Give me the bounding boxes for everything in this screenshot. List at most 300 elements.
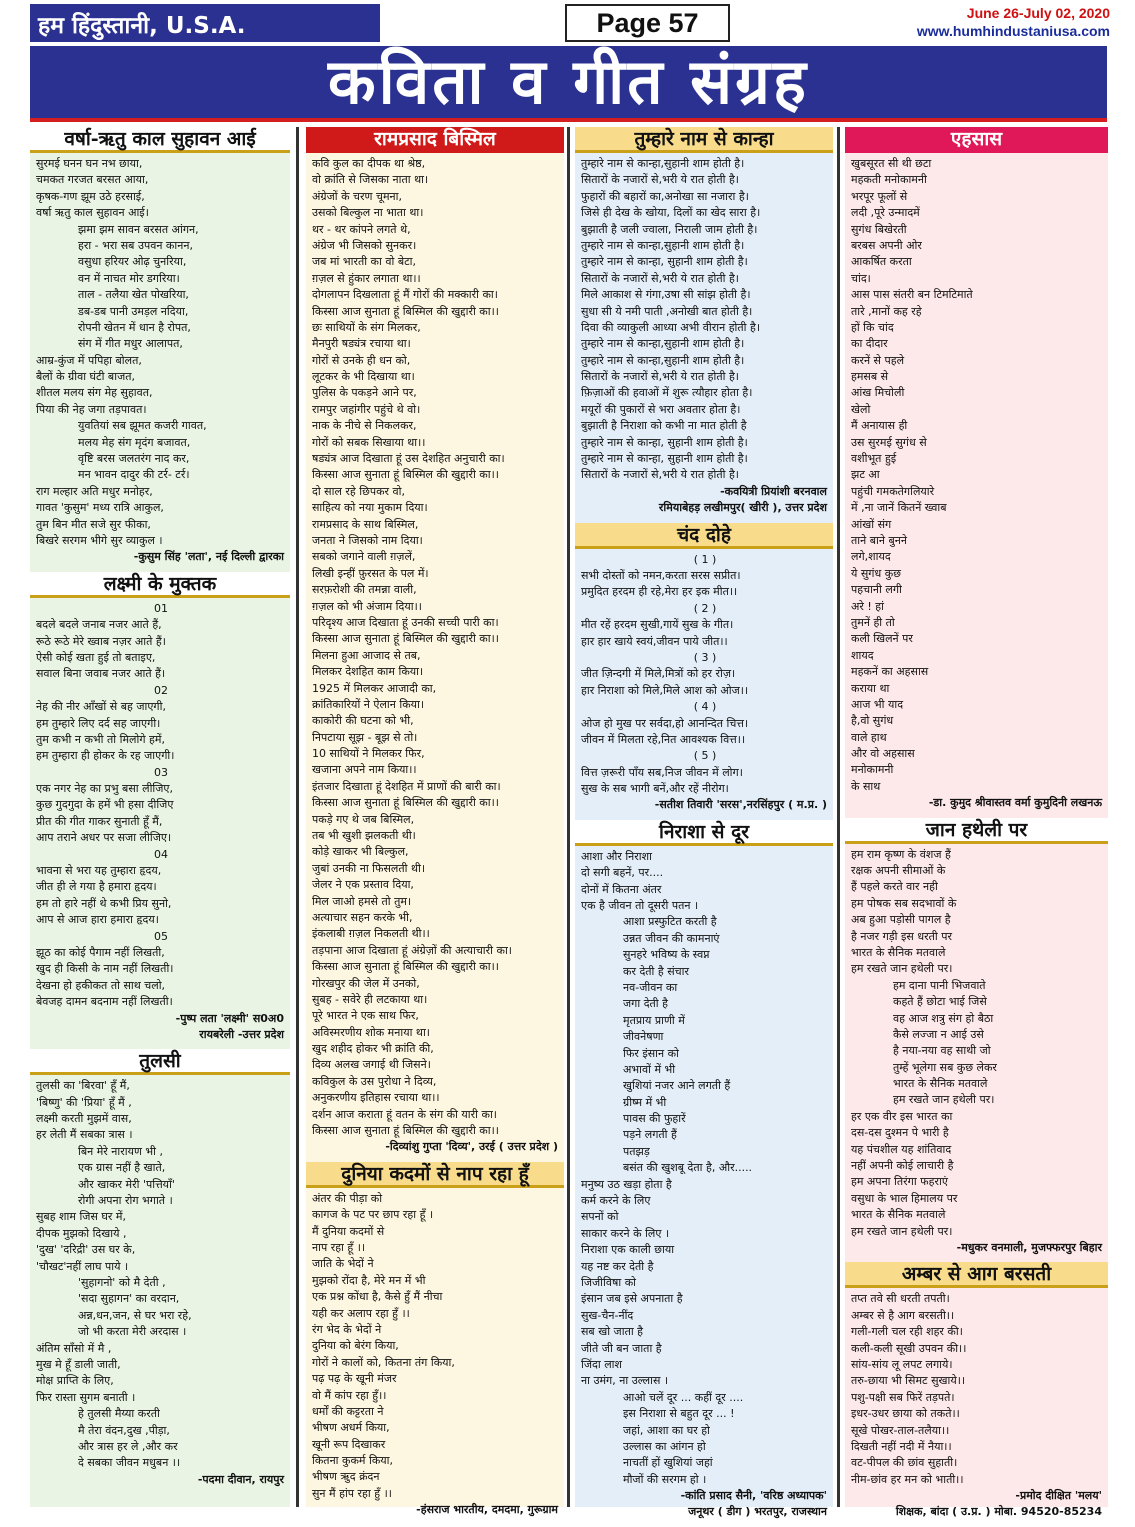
poem-line: 10 साथियों ने मिलकर फिर, <box>312 747 425 761</box>
poem-line: कोड़े खाकर भी बिल्कुल, <box>312 845 409 859</box>
poem-line: तुमनें ही तो <box>851 615 895 629</box>
poem-line: आप तराने अधर पर सजा लीजिए। <box>36 831 172 845</box>
poem-line: आओ चलें दूर ... कहीं दूर .... <box>623 1390 744 1404</box>
poem-line: मिलना हुआ आजाद से तब, <box>312 648 421 662</box>
poem-block <box>30 1049 290 1494</box>
poem-line: अनुकरणीय इतिहास रचाया था।। <box>312 1091 440 1105</box>
poem-author-place: रमियाबेहड़ लखीमपुर( खीरी ), उत्तर प्रदेश <box>658 501 827 515</box>
page-header <box>30 4 1110 44</box>
poem-line: मिले आकाश से गंगा,उषा सी सांझ होती है। <box>581 288 751 302</box>
poem-author: -कुसुम सिंह 'लता', नई दिल्ली द्वारका <box>133 550 284 564</box>
poem-line: नाप रहा हूँ ।। <box>312 1241 366 1254</box>
poem-line: मनोकामनी <box>851 763 894 777</box>
poem-line: सुधा सी ये नमी पाती ,अनोखी बात होती है। <box>581 304 753 318</box>
poem-line: ये सुगंध कुछ <box>851 566 901 580</box>
poem-line: है नया-नया वह साथी जो <box>893 1044 991 1058</box>
poem-line: वित्त ज़रूरी पाँय सब,निज जीवन में लोग। <box>581 765 743 779</box>
spacer <box>845 1521 1108 1527</box>
poem-author: -कांति प्रसाद सैनी, 'वरिष्ठ अध्यापक' <box>680 1489 827 1503</box>
poem-line: तुम्हारे नाम से कान्हा, सुहानी शाम होती है। <box>581 255 748 269</box>
poem-line: तुम्हारे नाम से कान्हा, सुहानी शाम होती है। <box>581 435 748 449</box>
poem-title: निराशा से दूर <box>575 820 833 846</box>
section-banner: कविता व गीत संग्रह <box>30 46 1107 122</box>
poem-title: तुम्हारे नाम से कान्हा <box>575 127 833 153</box>
poem-line: दोनों में कितना अंतर <box>581 882 662 896</box>
poem-line: तुम्हारे नाम से कान्हा,सुहानी शाम होती है। <box>581 337 745 351</box>
poem-line: लूटकर के भी दिखाया था। <box>312 370 415 384</box>
poem-line: रामप्रसाद के साथ बिस्मिल, <box>312 517 419 531</box>
poem-line: 01 <box>154 601 168 615</box>
poem-line: हम पोषक सब सदभावों के <box>851 896 957 910</box>
poem-line: जिसे ही देख के खोया, दिलों का खेद सारा है। <box>581 206 761 220</box>
poem-line: डब-डब पानी उमड़ल नदिया, <box>78 304 189 318</box>
poem-line: वसुधा के भाल हिमालय पर <box>851 1191 958 1205</box>
poem-line: रोगी अपना रोग भगाते । <box>78 1194 173 1208</box>
poem-line: ( 1 ) <box>693 552 717 566</box>
poem-line: शीतल मलय संग मेह सुहावत, <box>36 386 153 400</box>
poem-line: चमकत गरजत बरसत आया, <box>36 173 149 187</box>
poem-line: ओज हो मुख पर सर्वदा,हो आनन्दित चित्त। <box>581 716 749 730</box>
poem-line: पुलिस के पकड़ने आने पर, <box>312 386 417 400</box>
poem-title: चंद दोहे <box>575 523 833 549</box>
poem-line: गावत 'कुसुम' मध्य रात्रि आकुल, <box>36 501 164 515</box>
poem-line: पशु-पक्षी सब फिरें तड़पते। <box>851 1390 955 1404</box>
poem-line: आज भी याद <box>851 697 904 711</box>
poem-line: तुम्हारे नाम से कान्हा,सुहानी शाम होती है। <box>581 157 745 170</box>
poem-line: मृतप्राय प्राणी में <box>623 1013 685 1027</box>
poem-line: परिदृश्य आज दिखाता हूं उनकी सच्ची पारी का। <box>312 615 499 629</box>
poem-line: में ,ना जानें कितनें ख्वाब <box>851 501 947 515</box>
poem-line: नव-जीवन का <box>623 980 678 994</box>
poem-line: लक्ष्मी करती मुझमें वास, <box>36 1112 132 1126</box>
poem-line: सुबह शाम जिस घर में, <box>36 1210 126 1224</box>
poem-line: दिवा की व्याकुली आध्या अभी वीरान होती है। <box>581 320 761 334</box>
poem-line: हों कि चांद <box>851 320 894 334</box>
poem-line: हम दाना पानी भिजवाते <box>893 978 986 992</box>
poem-line: देखना हो हकीकत तो साथ चलो, <box>36 978 166 992</box>
poem-line: अब हुआ पड़ोसी पागल है <box>851 913 951 927</box>
poem-line: झमा झम सावन बरसत आंगन, <box>78 222 199 236</box>
poem-line: अत्याचार सहन करके भी, <box>312 910 413 924</box>
poem-line: हम तुम्हारे लिए दर्द सह जाएगी। <box>36 716 161 730</box>
poem-line: हम रखते जान हथेली पर। <box>893 1093 995 1107</box>
poem-line: एक प्रश्न कोंधा है, कैसे हुँ मैं नीचा <box>312 1290 443 1304</box>
poem-line: पड़ने लगती हैं <box>623 1128 677 1142</box>
website-link[interactable]: www.humhindustaniusa.com <box>916 23 1110 39</box>
poem-line: दे सबका जीवन मधुबन ।। <box>78 1456 181 1470</box>
poem-line: सितारों के नजारों से,भरी ये रात होती है। <box>581 173 739 187</box>
poem-line: जीवनेषणा <box>623 1030 664 1044</box>
poem-line: थर - थर कांपने लगते थे, <box>312 222 411 236</box>
poem-line: के साथ <box>851 779 881 793</box>
poem-line: मीत रहें हरदम सुखी,गायें सुख के गीत। <box>581 618 734 632</box>
poem-line: ग्रीष्म में भी <box>623 1095 667 1109</box>
poem-line: 02 <box>154 683 168 697</box>
poem-author: -मधुकर वनमाली, मुजफ्फरपुर बिहार <box>956 1241 1102 1254</box>
poem-line: जीत ज़िन्दगी में मिले,मित्रों को हर रोज़। <box>581 667 736 681</box>
poem-line: काकोरी की घटना को भी, <box>312 714 414 728</box>
poem-line: बसंत की खुशबू देता है, और..... <box>623 1161 753 1175</box>
poem-line: पावस की फुहारें <box>623 1112 686 1126</box>
poem-line: ना उमंग, ना उल्लास । <box>581 1374 669 1388</box>
poem-block <box>845 127 1108 818</box>
poem-line: हम राम कृष्ण के वंशज हैं <box>851 847 951 861</box>
poem-line: मन भावन दादुर की टर्र- टर्र। <box>78 468 190 482</box>
poem-line: हैं पहले करते वार नही <box>851 880 938 894</box>
poem-title: लक्ष्मी के मुक्तक <box>30 572 290 598</box>
poem-line: आम्र-कुंज में पपिहा बोलत, <box>36 353 142 367</box>
poem-title: दुनिया कदमों से नाप रहा हूँ <box>306 1162 564 1188</box>
poem-line: कर देती है संचार <box>623 964 690 978</box>
poem-author: -हंसराज भारतीय, दमदमा, गुरूग्राम <box>416 1503 558 1517</box>
poem-line: सुख-चैन-नींद <box>581 1308 634 1322</box>
poem-line: है नजर गड़ी इस धरती पर <box>851 929 952 943</box>
poem-line: जुबां उनकी ना फिसलती थी। <box>312 861 426 875</box>
poem-line: किस्सा आज सुनाता हूं बिस्मिल की खुद्दारी का।। <box>312 468 499 482</box>
poem-line: महकनें का अहसास <box>851 665 929 679</box>
poem-line: प्रीत की गीत गाकर सुनाती हूँ मैं, <box>36 814 163 828</box>
poem-line: तरु-छाया भी सिमट सुखाये।। <box>851 1374 966 1388</box>
poem-line: वन में नाचत मोर डगरिया। <box>78 271 180 285</box>
poem-line: 'दुख' 'दरिद्री' उस घर के, <box>36 1243 136 1257</box>
poem-line: झट आ <box>851 468 880 482</box>
poem-block <box>575 523 833 820</box>
poem-line: आप से आज हारा हमारा हृदय। <box>36 913 159 927</box>
poem-line: सितारों के नजारों से,भरी ये रात होती है। <box>581 370 739 384</box>
poem-line: मिलकर देशहित काम किया। <box>312 665 424 679</box>
poem-line: सबको जगाने वाली ग़ज़लें, <box>312 550 416 564</box>
poem-line: वशीभूत हुई <box>851 452 897 466</box>
poem-line: शायद <box>851 648 874 662</box>
poem-line: तुम कभी न कभी तो मिलोगे हमें, <box>36 732 165 746</box>
poem-line: कहते हैं छोटा भाई जिसे <box>893 995 987 1009</box>
poem-line: सपनों को <box>581 1210 619 1224</box>
poem-line: तारे ,मानों कह रहे <box>851 304 922 318</box>
poem-line: पिया की नेह जगा तड़पावत। <box>36 402 147 416</box>
poem-author: -प्रमोद दीक्षित 'मलय' <box>1015 1489 1102 1503</box>
poem-title: अम्बर से आग बरसती <box>845 1262 1108 1288</box>
spacer <box>575 1521 833 1527</box>
poem-line: पूरे भारत ने एक साथ फिर, <box>312 1009 419 1023</box>
poem-line: भीषण ऋुद क्रंदन <box>312 1470 380 1484</box>
poem-line: हम तुम्हारा ही होकर के रह जाएगी। <box>36 749 175 763</box>
poem-line: कृषक-गण झूम उठे हरसाई, <box>36 189 145 203</box>
poem-line: बिन मेरे नारायण भी , <box>78 1144 164 1158</box>
poem-line: जनता ने जिसको नाम दिया। <box>312 533 423 547</box>
poem-line: बिखरे सरगम भीगे सुर व्याकुल । <box>36 533 163 547</box>
poem-line: वो मैं कांप रहा हुँ।। <box>312 1388 387 1402</box>
poem-line: फिर इंसान को <box>623 1046 679 1060</box>
poem-line: इंतजार दिखाता हूं देशहित में प्राणों की बारी का। <box>312 779 501 793</box>
column-divider <box>837 127 840 1507</box>
poem-line: तुम्हारे नाम से कान्हा,सुहानी शाम होती है। <box>581 238 745 252</box>
spacer <box>306 1519 564 1525</box>
poem-line: खुबसूरत सी थी छटा <box>851 157 932 170</box>
poem-line: जब मां भारती का वो बेटा, <box>312 255 416 269</box>
poem-line: ग़ज़ल को भी अंजाम दिया।। <box>312 599 422 613</box>
poem-line: और वो अहसास <box>851 747 915 761</box>
poem-line: बुझाती है निराशा को कभी ना मात होती है <box>581 419 747 433</box>
poem-line: मैं अनायास ही <box>851 419 908 433</box>
poem-line: मैं दुनिया कदमों से <box>312 1224 385 1238</box>
poem-line: अंग्रेजों के चरण चूमना, <box>312 189 403 203</box>
poem-line: हे तुलसी मैय्या करती <box>78 1407 160 1421</box>
poem-line: दुनिया को बेरंग किया, <box>312 1339 399 1353</box>
poem-line: दर्शन आज कराता हूं वतन के संग की यारी का। <box>312 1107 497 1121</box>
poem-line: वो क्रांति से जिसका नाता था। <box>312 173 429 187</box>
poem-line: सूखे पोखर-ताल-तलैया।। <box>851 1423 950 1437</box>
poem-line: इस निराशा से बहुत दूर ... ! <box>623 1407 735 1421</box>
poem-line: जगा देती है <box>623 997 668 1011</box>
poem-line: ताने बाने बुनने <box>851 533 907 547</box>
poem-line: खुद ही किसी के नाम नहीं लिखती। <box>36 962 174 976</box>
poem-line: अम्बर से है आग बरसती।। <box>851 1308 955 1322</box>
column-4 <box>845 127 1108 1519</box>
poem-line: बेवजह दामन बदनाम नहीं लिखती। <box>36 995 173 1009</box>
poem-line: पढ़ पढ़ के खूनी मंजर <box>312 1372 397 1386</box>
poem-line: पकड़े गए थे जब बिस्मिल, <box>312 812 415 826</box>
poem-line: राग मल्हार अति मधुर मनोहर, <box>36 484 153 498</box>
poem-line: सरफ़रोशी की तमन्ना वाली, <box>312 583 417 597</box>
poem-line: सवाल बिना जवाब नजर आते हैं। <box>36 667 166 681</box>
poem-line: यही कर अलाप रहा हुँ ।। <box>312 1306 410 1320</box>
poem-line: दस-दस दुश्मन पे भारी है <box>851 1126 949 1140</box>
poem-line: मै तेरा वंदन,दुख ,पीड़ा, <box>78 1423 170 1437</box>
column-divider <box>567 127 570 1507</box>
poem-line: पतझड़ <box>623 1144 650 1158</box>
poem-line: तुलसी का 'बिरवा' हूँ मैं, <box>36 1079 130 1093</box>
poem-line: ( 4 ) <box>693 700 717 714</box>
poem-line: मिल जाओ हमसे तो तुम। <box>312 894 412 908</box>
poem-line: उल्लास का आंगन हो <box>623 1439 706 1453</box>
poem-line: साकार करने के लिए । <box>581 1226 670 1240</box>
column-1 <box>30 127 290 1507</box>
poem-block <box>30 572 290 1050</box>
poem-line: खेलो <box>851 402 871 416</box>
poem-line: 'सदा सुहागन' का वरदान, <box>78 1292 180 1306</box>
poem-line: ( 5 ) <box>693 749 717 763</box>
poem-block <box>845 1262 1108 1526</box>
poem-line: जिंदा लाश <box>581 1357 622 1371</box>
poem-line: कर्म करने के लिए <box>581 1194 651 1208</box>
poem-line: का दीदार <box>851 337 888 351</box>
poem-line: सितारों के नजारों से,भरी ये रात होती है। <box>581 271 739 285</box>
poem-line: बरबस अपनी ओर <box>851 238 922 252</box>
poem-line: दो सगी बहनें, पर.... <box>581 866 664 880</box>
poem-line: सब खो जाता है <box>581 1325 644 1339</box>
poem-line: भीषण अधर्म किया, <box>312 1421 390 1435</box>
poem-line: इधर-उधर छाया को तकते।। <box>851 1407 960 1421</box>
poem-line: अविस्मरणीय शोक मनाया था। <box>312 1025 430 1039</box>
poem-line: तप्त तवे सी धरती तपती। <box>851 1292 950 1306</box>
poem-line: रंग भेद के भेदों ने <box>312 1322 382 1336</box>
poem-line: लदी ,पूरे उन्मादमें <box>851 206 920 220</box>
poem-author: -पुष्प लता 'लक्ष्मी' स0अ0 <box>175 1011 284 1025</box>
poem-line: 'सुहागनो' को मै देती , <box>78 1276 166 1289</box>
poem-line: 04 <box>154 847 168 861</box>
poem-line: नेह की नीर आँखों से बह जाएगी, <box>36 700 166 714</box>
poem-author-place: शिक्षक, बांदा ( उ.प्र. ) मोबा. 94520-85234 <box>895 1505 1102 1519</box>
poem-line: खूनी रूप दिखाकर <box>312 1437 386 1451</box>
poem-line: तुम बिन मीत सजे सुर फीका, <box>36 517 151 531</box>
poem-line: कागज के पट पर छाप रहा हूँ । <box>312 1208 434 1222</box>
poem-line: फिर रास्ता सुगम बनाती । <box>36 1390 136 1404</box>
poem-line: दिखती नहीं नदी में नैया।। <box>851 1439 952 1453</box>
poem-line: सभी दोस्तों को नमन,करता सरस सप्रीत। <box>581 568 741 582</box>
poem-line: मयूरों की पुकारों से भरा अवतार होता है। <box>581 402 741 416</box>
poem-line: अंतिम साँसो में मै , <box>36 1341 112 1355</box>
poem-line: प्रमुदित हरदम ही रहे,मेरा हर इक मीत।। <box>581 585 738 599</box>
poem-line: यह पंचशील यह शांतिवाद <box>851 1142 952 1156</box>
poem-line: सुनहरे भविष्य के स्वप्न <box>623 948 710 962</box>
poem-line: नाचतीं हों खुशियां जहां <box>623 1456 713 1470</box>
poem-line: सुबह - सवेरे ही लटकाया था। <box>312 992 428 1006</box>
poem-block <box>575 127 833 523</box>
poem-line: मुझको रोंदा है, मेरे मन में भी <box>312 1273 426 1287</box>
poem-line: वाले हाथ <box>851 730 887 744</box>
poem-line: साहित्य को नया मुकाम दिया। <box>312 501 428 515</box>
poem-line: किस्सा आज सुनाता हूं बिस्मिल की खुद्दारी का।। <box>312 632 499 646</box>
poem-line: मोक्ष प्राप्ति के लिए, <box>36 1374 114 1388</box>
page-number: Page 57 <box>565 4 730 42</box>
poem-author: -कवयित्री प्रियांशी बरनवाल <box>720 484 827 498</box>
poem-line: आशा और निराशा <box>581 849 652 863</box>
poem-line: गोरों को सबक सिखाया था।। <box>312 435 426 449</box>
poem-line: वृष्टि बरस जलतरंग नाद कर, <box>78 452 190 466</box>
poem-line: गोरों से उनके ही धन को, <box>312 353 411 367</box>
poem-line: यह नष्ट कर देती है <box>581 1259 654 1273</box>
poem-line: हमसब से <box>851 370 889 384</box>
poem-line: जाति के भेदों ने <box>312 1257 374 1271</box>
poem-line: गोरों ने कालों को, कितना तंग किया, <box>312 1355 455 1369</box>
poem-line: तड़पाना आज दिखाता हूं अंग्रेज़ों की अत्याचारी का। <box>312 943 512 957</box>
poem-line: एक है जीवन तो दूसरी पतन । <box>581 899 699 913</box>
poem-line: 'चौखट'नहीं लाघ पाये । <box>36 1259 129 1273</box>
poem-line: अन्न,धन,जन, से घर भरा रहे, <box>78 1308 192 1322</box>
poem-line: कितना कुकर्म किया, <box>312 1454 394 1468</box>
poem-line: हरा - भरा सब उपवन कानन, <box>78 238 193 252</box>
poem-line: बदले बदले जनाब नजर आते हैं, <box>36 618 162 632</box>
poem-line: खजाना अपने नाम किया।। <box>312 763 417 777</box>
poem-line: हम तो हारे नहीं थे कभी प्रिय सुनो, <box>36 896 172 910</box>
poem-line: हम अपना तिरंगा फहराएं <box>851 1175 948 1189</box>
poem-line: भावना से भरा यह तुम्हारा हृदय, <box>36 864 162 878</box>
poem-line: अंतर की पीड़ा को <box>312 1191 383 1205</box>
poem-line: ऐसी कोई खता हुई तो बताइए, <box>36 650 156 664</box>
poem-line: 05 <box>154 929 168 943</box>
poem-line: ( 2 ) <box>693 601 717 615</box>
poem-author: -डा. कुमुद श्रीवास्तव वर्मा कुमुदिनी लखनऊ <box>928 796 1102 810</box>
poem-line: और त्रास हर ले ,और कर <box>78 1439 178 1453</box>
poem-line: इंकलाबी ग़ज़ल निकलती थी।। <box>312 927 430 941</box>
poem-line: ( 3 ) <box>693 650 717 664</box>
poem-line: खुशियां नजर आने लगती हैं <box>623 1079 731 1093</box>
poem-line: षड्यंत्र आज दिखाता हूं उस देशहित अनुचारी का। <box>312 452 505 466</box>
poem-title: तुलसी <box>30 1049 290 1075</box>
poem-line: किस्सा आज सुनाता हूं बिस्मिल की खुद्दारी का।। <box>312 960 499 974</box>
poem-line: वसुधा हरियर ओढ़ चुनरिया, <box>78 255 187 269</box>
poem-line: दिव्य अलख जगाई थी जिसने। <box>312 1058 431 1072</box>
poem-line: नहीं अपनी कोई लाचारी है <box>851 1159 954 1173</box>
poem-line: जो भी करता मेरी अरदास । <box>78 1325 187 1339</box>
poem-line: जिजीविषा को <box>581 1276 636 1289</box>
poem-line: कविकुल के उस पुरोधा ने दिव्य, <box>312 1074 437 1088</box>
poem-line: कली-कली सूखी उपवन की।। <box>851 1341 967 1355</box>
poem-line: हम रखते जान हथेली पर। <box>851 962 953 976</box>
poem-line: सुख के सब भागी बनें,और रहें नीरोग। <box>581 782 729 796</box>
poem-line: भारत के सैनिक मतवाले <box>851 1208 946 1222</box>
poem-line: जीते जी बन जाता है <box>581 1341 662 1355</box>
poem-line: तुम्हारे नाम से कान्हा, सुहानी शाम होती है। <box>581 452 748 466</box>
poem-line: फ़िज़ाओं की हवाओं में शुरू त्यौहार होता है। <box>581 386 753 400</box>
poem-line: करनें से पहले <box>851 353 905 367</box>
poem-line: निराशा एक काली छाया <box>581 1243 675 1257</box>
poem-line: तुम्हारे नाम से कान्हा,सुहानी शाम होती है। <box>581 353 745 367</box>
poem-line: जीत ही ले गया है हमारा हृदय। <box>36 880 157 894</box>
poem-line: 'बिष्णु' की 'प्रिया' हूँ मैं , <box>36 1095 132 1109</box>
poem-title: वर्षा-ऋतु काल सुहावन आई <box>30 127 290 153</box>
poem-line: ग़ज़ल से हुंकार लगाता था।। <box>312 271 421 285</box>
poem-line: संग में गीत मधुर आलापत, <box>78 337 183 351</box>
poem-line: अरे ! हां <box>851 599 884 613</box>
poem-line: दीपक मुझको दिखाये , <box>36 1226 127 1240</box>
poem-line: चांद। <box>851 271 871 285</box>
poem-line: उस सुरमई सुगंध से <box>851 435 927 449</box>
poem-line: मौजों की सरगम हो । <box>623 1472 707 1486</box>
poem-line: धर्मों की कट्टरता ने <box>312 1404 384 1418</box>
poem-line: सितारों के नजारों से,भरी ये रात होती है। <box>581 468 739 482</box>
poem-title: रामप्रसाद बिस्मिल <box>306 127 564 153</box>
poem-line: फुहारों की बहारों का,अनोखा सा नजारा है। <box>581 189 749 203</box>
poem-line: झूठ का कोई पैगाम नहीं लिखती, <box>36 945 165 959</box>
poem-line: मलय मेह संग मृदंग बजावत, <box>78 435 191 449</box>
poem-line: निपटाया सूझ - बूझ से तो। <box>312 730 418 744</box>
poem-block <box>306 127 564 1162</box>
issue-date: June 26-July 02, 2020 <box>966 5 1110 21</box>
poem-line: लिखी इन्हीं फ़ुरसत के पल में। <box>312 566 429 580</box>
poem-line: है,वो सुगंध <box>851 714 894 728</box>
poem-line: महकती मनोकामनी <box>851 173 927 187</box>
poem-line: बुझाती है जली ज्वाला, निराली जाम होती है। <box>581 222 758 236</box>
poem-line: अभावों में भी <box>623 1062 676 1076</box>
poem-author: -दिव्यांशु गुप्ता 'दिव्य', उरई ( उत्तर प्रदेश ) <box>385 1140 558 1154</box>
poem-line: भारत के सैनिक मतवाले <box>893 1077 988 1091</box>
poem-line: जीवन में मिलता रहे,नित आवश्यक वित्त।। <box>581 732 746 746</box>
poem-line: मुख मे हूँ डाली जाती, <box>36 1357 121 1371</box>
poem-line: वर्षा ऋतु काल सुहावन आई। <box>36 206 149 220</box>
poem-line: मनुष्य उठ खड़ा होता है <box>581 1177 672 1191</box>
poem-line: सुन मैं हांप रहा हुँ ।। <box>312 1486 392 1500</box>
poem-line: मैनपुरी षड्यंत्र रचाया था। <box>312 337 411 351</box>
poem-line: वह आज शत्रु संग हो बैठा <box>893 1011 994 1025</box>
poem-line: गली-गली चल रही शहर की। <box>851 1325 963 1339</box>
poem-title: एहसास <box>845 127 1108 153</box>
poem-block <box>30 127 290 572</box>
column-divider <box>296 127 299 1507</box>
poem-line: हम रखते जान हथेली पर। <box>851 1224 953 1238</box>
newspaper-name: हम हिंदुस्तानी, U.S.A. <box>30 4 380 42</box>
poem-author: -पदमा दीवान, रायपुर <box>197 1472 284 1486</box>
poem-line: कुछ गुदगुदा के हमें भी हसा दीजिए <box>36 798 174 812</box>
poem-line: पहचानी लगी <box>851 583 902 597</box>
poem-line: कैसे लज्जा न आई उसे <box>893 1027 984 1041</box>
poem-line: किस्सा आज सुनाता हूं बिस्मिल की खुद्दारी का।। <box>312 304 499 318</box>
poem-line: सुगंध बिखेरती <box>851 222 907 236</box>
poem-line: हर एक वीर इस भारत का <box>851 1109 953 1123</box>
poem-line: नाक के नीचे से निकलकर, <box>312 419 417 433</box>
poem-line: ताल - तलैया खेत पोखरिया, <box>78 288 189 302</box>
poem-line: कवि कुल का दीपक था श्रेष्ठ, <box>312 157 426 170</box>
